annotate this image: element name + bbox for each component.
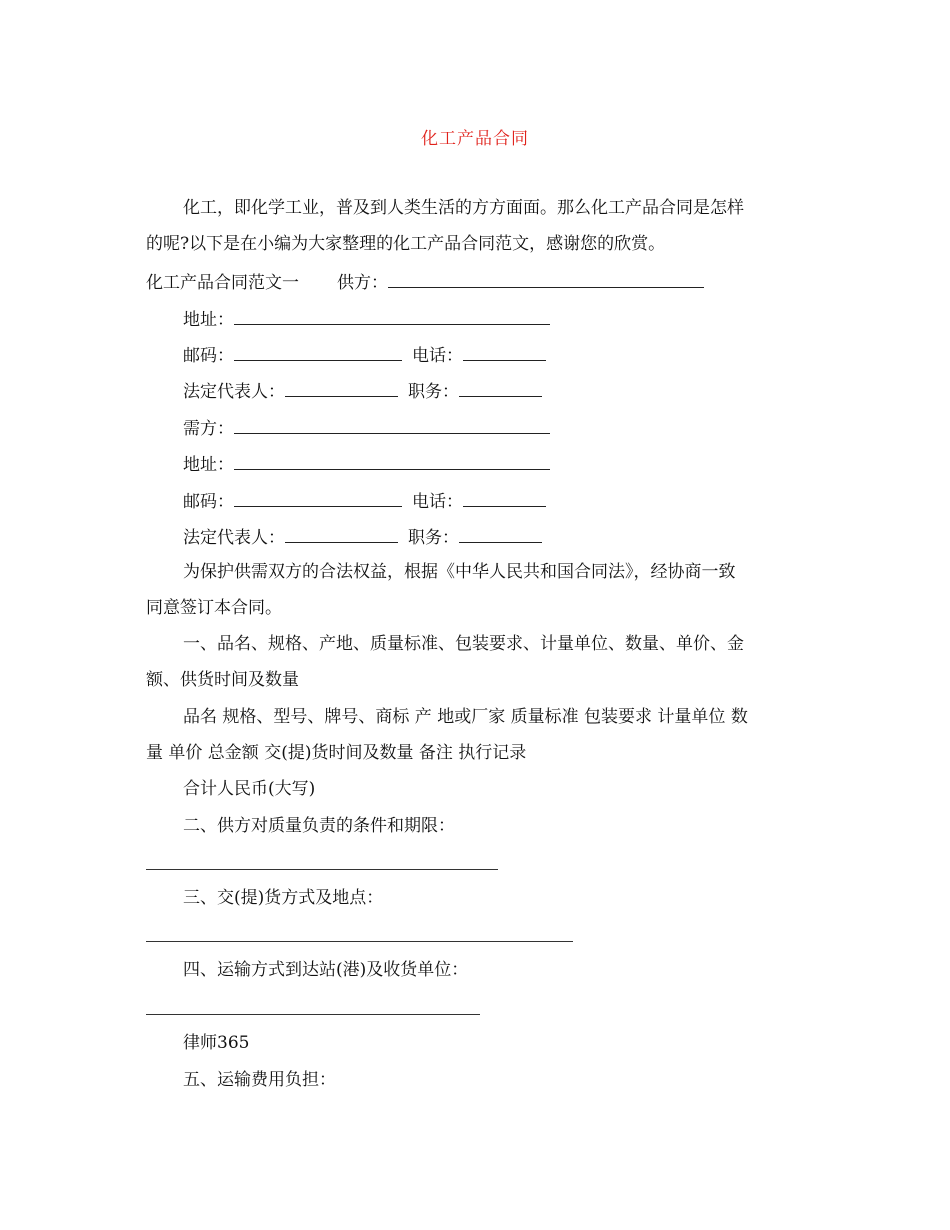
preamble-line-1: 为保护供需双方的合法权益，根据《中华人民共和国合同法》，经协商一致 (183, 562, 736, 582)
buyer-postcode-row (183, 488, 546, 514)
document-title: 化工产品合同 (421, 129, 529, 149)
buyer-position-label: 职务： (408, 528, 459, 548)
supplier-address-label: 地址： (183, 310, 234, 330)
preamble-line-2: 同意签订本合同。 (146, 598, 282, 618)
section3-heading: 三、交(提)货方式及地点： (183, 888, 384, 908)
supplier-phone-label: 电话： (412, 346, 463, 366)
section1-line-1: 一、品名、规格、产地、质量标准、包装要求、计量单位、数量、单价、金 (183, 634, 744, 654)
supplier-postcode-blank[interactable] (234, 342, 402, 361)
supplier-address-blank[interactable] (234, 306, 550, 325)
supplier-postcode-label: 邮码： (183, 346, 234, 366)
table-header-line-2: 量 单价 总金额 交(提)货时间及数量 备注 执行记录 (146, 743, 527, 763)
section4-blank-line[interactable] (146, 1014, 480, 1015)
buyer-postcode-blank[interactable] (234, 488, 402, 507)
supplier-position-blank[interactable] (459, 378, 542, 397)
buyer-legal-rep-blank[interactable] (285, 524, 398, 543)
buyer-blank[interactable] (234, 415, 550, 434)
supplier-postcode-row (183, 342, 546, 368)
section2-blank-line[interactable] (146, 869, 498, 870)
buyer-address-blank[interactable] (234, 451, 550, 470)
section3-blank-line[interactable] (146, 941, 573, 942)
sample-heading-row (146, 269, 704, 295)
supplier-position-label: 职务： (408, 382, 459, 402)
total-rmb: 合计人民币(大写) (183, 779, 316, 799)
buyer-row (183, 415, 550, 441)
section1-line-2: 额、供货时间及数量 (146, 670, 299, 690)
lawyer-365-text: 律师365 (183, 1033, 250, 1053)
buyer-legal-rep-row (183, 524, 542, 550)
buyer-postcode-label: 邮码： (183, 492, 234, 512)
buyer-phone-blank[interactable] (463, 488, 546, 507)
supplier-phone-blank[interactable] (463, 342, 546, 361)
supplier-legal-rep-blank[interactable] (285, 378, 398, 397)
supplier-legal-rep-row (183, 378, 542, 404)
buyer-label: 需方： (183, 419, 234, 439)
buyer-phone-label: 电话： (412, 492, 463, 512)
intro-line-1: 化工，即化学工业，普及到人类生活的方方面面。那么化工产品合同是怎样 (183, 198, 744, 218)
section5-heading: 五、运输费用负担： (183, 1070, 336, 1090)
supplier-address-row (183, 306, 550, 332)
sample-heading: 化工产品合同范文一 (146, 273, 299, 293)
supplier-label: 供方： (337, 273, 388, 293)
buyer-legal-rep-label: 法定代表人： (183, 528, 285, 548)
buyer-address-label: 地址： (183, 455, 234, 475)
section2-heading: 二、供方对质量负责的条件和期限： (183, 816, 455, 836)
supplier-blank[interactable] (388, 269, 704, 288)
supplier-legal-rep-label: 法定代表人： (183, 382, 285, 402)
buyer-position-blank[interactable] (459, 524, 542, 543)
section4-heading: 四、运输方式到达站(港)及收货单位： (183, 960, 469, 980)
intro-line-2: 的呢?以下是在小编为大家整理的化工产品合同范文，感谢您的欣赏。 (146, 234, 666, 254)
table-header-line-1: 品名 规格、型号、牌号、商标 产 地或厂家 质量标准 包装要求 计量单位 数 (183, 707, 748, 727)
buyer-address-row (183, 451, 550, 477)
